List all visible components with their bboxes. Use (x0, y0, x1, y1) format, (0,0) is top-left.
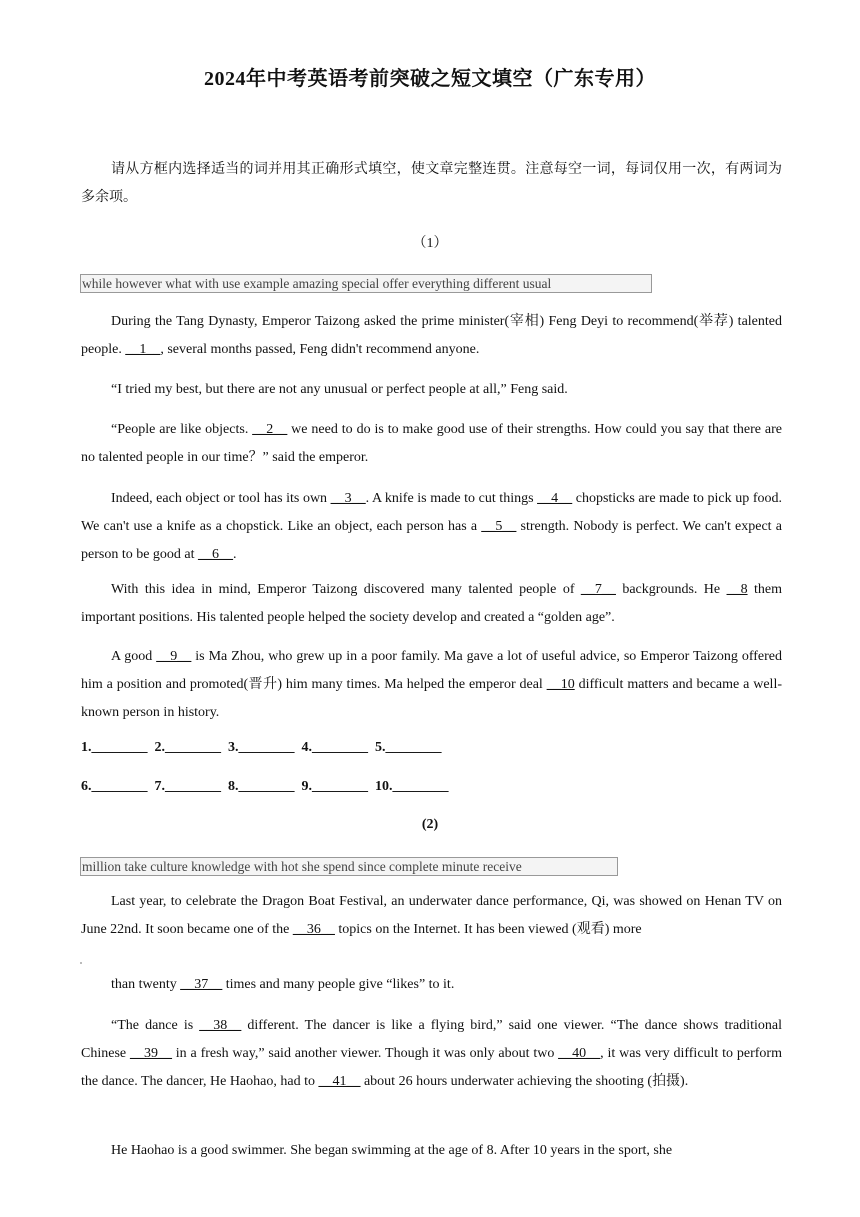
page-title: 2024年中考英语考前突破之短文填空（广东专用） (204, 68, 656, 90)
blank-4[interactable]: __4__ (537, 491, 573, 506)
passage-1-paragraph-5: With this idea in mind, Emperor Taizong discovered many talented people of __7__ backgrounds. He __8 them important positions. His talented people helped the society develop and created a “golden age”. (81, 576, 782, 632)
passage-2-paragraph-3: He Haohao is a good swimmer. She began swimming at the age of 8. After 10 years in the sport, she (111, 1143, 673, 1158)
passage-1-paragraph-3: “People are like objects. __2__ we need to do is to make good use of their strengths. How could you say that there are no talented people in our time？” said the emperor. (81, 416, 782, 472)
passage-2-label: (2) (421, 817, 439, 832)
blank-39[interactable]: __39__ (129, 1046, 172, 1061)
blank-37[interactable]: __37__ (180, 977, 223, 992)
blank-8[interactable]: __8 (726, 582, 748, 597)
blank-2[interactable]: __2__ (252, 422, 288, 437)
blank-36[interactable]: __36__ (292, 922, 335, 937)
blank-7[interactable]: __7__ (580, 582, 616, 597)
blank-6[interactable]: __6__ (198, 547, 234, 562)
answer-line-1[interactable]: 1.________ 2.________ 3.________ 4.________ 5.________ (81, 740, 442, 755)
passage-1-paragraph-6: A good __9__ is Ma Zhou, who grew up in a poor family. Ma gave a lot of useful advice, so Emperor Taizong offered him a position and promoted(晋升) him many times. Ma helped the emperor deal __10 difficult matters and became a well-known person in history. (81, 643, 782, 727)
blank-40[interactable]: __40__ (558, 1046, 601, 1061)
answer-line-2[interactable]: 6.________ 7.________ 8.________ 9.________ 10.________ (81, 779, 449, 794)
blank-9[interactable]: __9__ (156, 649, 192, 664)
word-box-2: million take culture knowledge with hot she spend since complete minute receive (80, 857, 618, 876)
stray-mark (80, 962, 82, 964)
blank-41[interactable]: __41__ (318, 1074, 361, 1089)
passage-2-paragraph-1: Last year, to celebrate the Dragon Boat Festival, an underwater dance performance, Qi, was showed on Henan TV on June 22nd. It soon became one of the __36__ topics on the Internet. It has been viewed (观看) more (81, 888, 782, 944)
passage-1-paragraph-1: During the Tang Dynasty, Emperor Taizong asked the prime minister(宰相) Feng Deyi to recommend(举荐) talented people. __1__, several months passed, Feng didn't recommend anyone. (81, 308, 782, 364)
blank-38[interactable]: __38__ (199, 1018, 242, 1033)
passage-1-paragraph-4: Indeed, each object or tool has its own __3__. A knife is made to cut things __4__ chopsticks are made to pick up food. We can't use a knife as a chopstick. Like an object, each person has a __5__ strength. Nobody is perfect. We can't expect a person to be good at __6__. (81, 485, 782, 569)
blank-5[interactable]: __5__ (481, 519, 517, 534)
passage-2-paragraph-2: “The dance is __38__ different. The dancer is like a flying bird,” said one viewer. “The dance shows traditional Chinese __39__ in a fresh way,” said another viewer. Though it was only about two __40__, it was very difficult to perform the dance. The dancer, He Haohao, had to __41__ about 26 hours underwater achieving the shooting (拍摄). (81, 1012, 782, 1096)
passage-1-paragraph-2: “I tried my best, but there are not any unusual or perfect people at all,” Feng said. (111, 382, 568, 397)
blank-1[interactable]: __1__ (125, 342, 161, 357)
instruction: 请从方框内选择适当的词并用其正确形式填空，使文章完整连贯。注意每空一词，每词仅用一次，有两词为多余项。 (81, 162, 782, 205)
blank-3[interactable]: __3__ (330, 491, 366, 506)
passage-2-paragraph-1-continued: than twenty __37__ times and many people give “likes” to it. (81, 971, 782, 999)
word-box-1: while however what with use example amazing special offer everything different usual (80, 274, 652, 293)
blank-10[interactable]: __10 (546, 677, 575, 692)
passage-1-label: （1） (412, 236, 448, 251)
